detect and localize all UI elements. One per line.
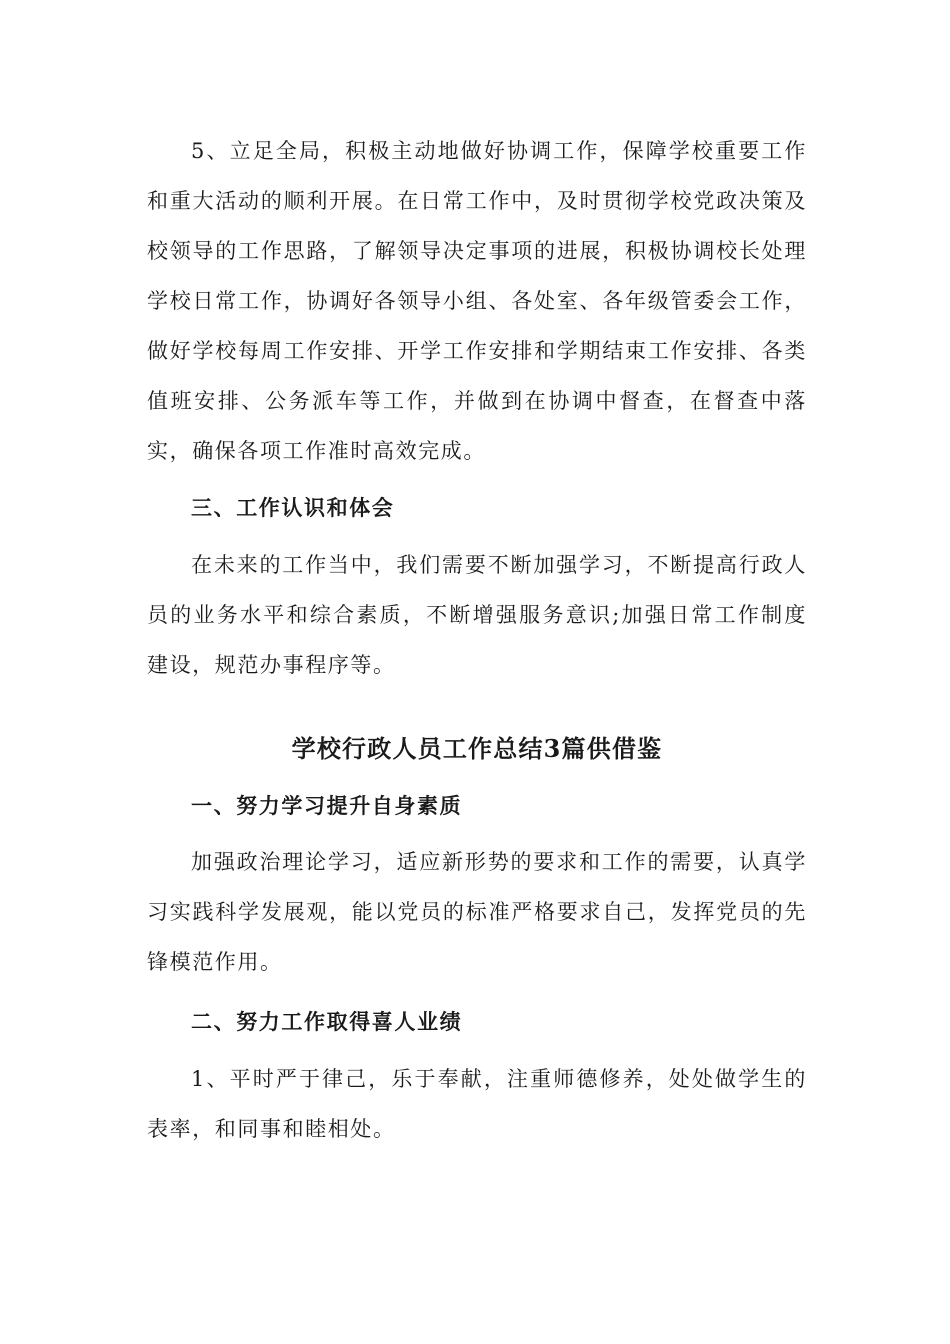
paragraph-political-study: 加强政治理论学习，适应新形势的要求和工作的需要，认真学习实践科学发展观，能以党员的标准严格要求自己，发挥党员的先锋模范作用。 (147, 850, 807, 974)
section-heading-study: 一、努力学习提升自身素质 (191, 793, 463, 818)
paragraph-future-work: 在未来的工作当中，我们需要不断加强学习，不断提高行政人员的业务水平和综合素质，不断增强服务意识;加强日常工作制度建设，规范办事程序等。 (147, 553, 807, 677)
section-heading-understanding: 三、工作认识和体会 (191, 495, 395, 520)
document-title: 学校行政人员工作总结3篇供借鉴 (291, 734, 663, 763)
section-heading-achievements: 二、努力工作取得喜人业绩 (191, 1009, 463, 1034)
paragraph-coordination: 5、立足全局，积极主动地做好协调工作，保障学校重要工作和重大活动的顺利开展。在日常工作中，及时贯彻学校党政决策及校领导的工作思路，了解领导决定事项的进展，积极协调校长处理学校日常工作，协调好各领导小组、各处室、各年级管委会工作，做好学校每周工作安排、开学工作安排和学期结束工作安排、各类值班安排、公务派车等工作，并做到在协调中督查，在督查中落实，确保各项工作准时高效完成。 (147, 139, 807, 463)
paragraph-self-discipline: 1、平时严于律己，乐于奉献，注重师德修养，处处做学生的表率，和同事和睦相处。 (147, 1067, 807, 1141)
